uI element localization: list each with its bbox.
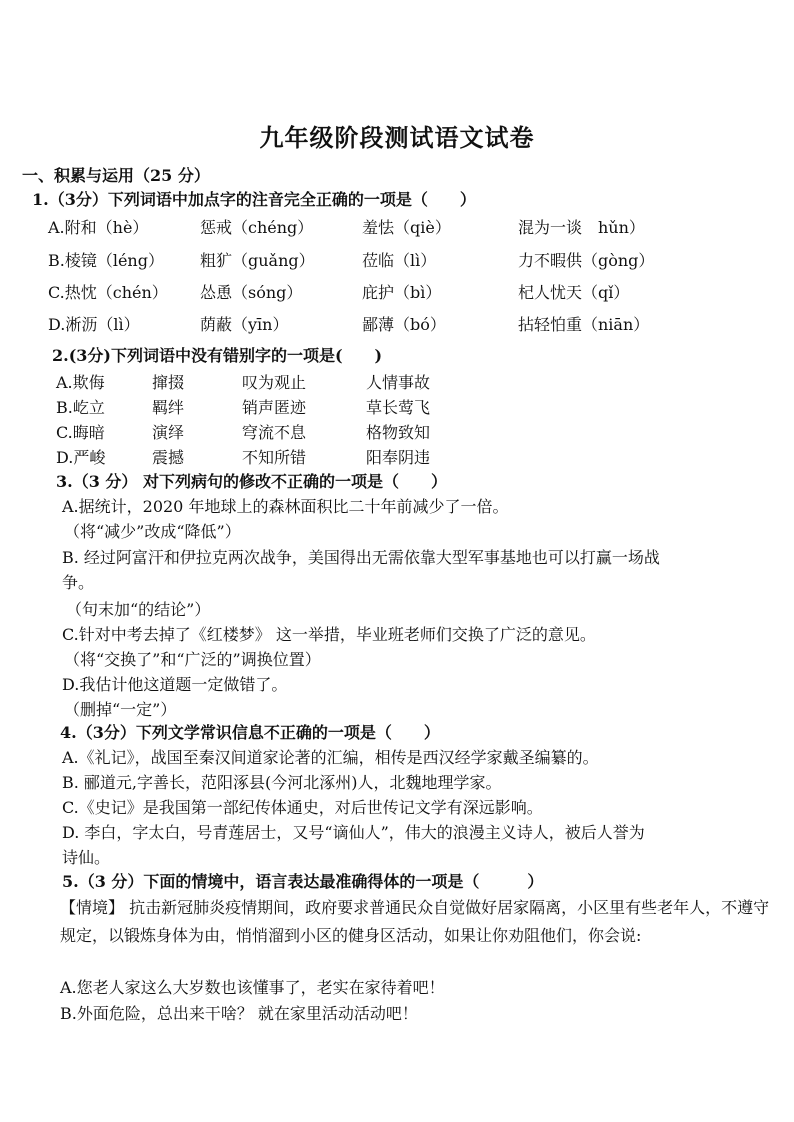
q3-option-a: A.据统计，2020 年地球上的森林面积比二十年前减少了一倍。 (62, 497, 509, 516)
q2-word: 不知所错 (242, 448, 307, 467)
question-3-stem: 3.（3 分） 对下列病句的修改不正确的一项是（ ） (56, 472, 447, 491)
q3-option-c: C.针对中考去掉了《红楼梦》 这一举措，毕业班老师们交换了广泛的意见。 (62, 625, 596, 644)
q2-word: 阳奉阴违 (366, 448, 431, 467)
question-2-stem: 2.(3分)下列词语中没有错别字的一项是( ) (52, 346, 383, 365)
q1-word: 鄙薄（bó） (362, 315, 446, 334)
q2-word: 格物致知 (366, 423, 431, 442)
q1-word: 粗犷（guǎng） (200, 251, 315, 270)
q3-option-d: D.我估计他这道题一定做错了。 (62, 675, 288, 694)
page-title: 九年级阶段测试语文试卷 (259, 123, 535, 152)
q1-word: 拈轻怕重（niān） (518, 315, 650, 334)
q1-word: 庇护（bì） (362, 283, 442, 302)
q4-option-c: C.《史记》是我国第一部纪传体通史，对后世传记文学有深远影响。 (62, 798, 543, 817)
q2-option: D.严峻 (56, 448, 106, 467)
q3-option-a-fix: （将“减少”改成“降低”） (64, 522, 241, 541)
q1-option: C.热忱（chén） (48, 283, 168, 302)
question-5-stem: 5.（3 分）下面的情境中，语言表达最准确得体的一项是（ ） (62, 872, 544, 891)
q1-word: 荫蔽（yīn） (200, 315, 289, 334)
question-1-stem: 1.（3分）下列词语中加点字的注音完全正确的一项是（ ） (32, 190, 476, 209)
q5-context: 【情境】 抗击新冠肺炎疫情期间，政府要求普通民众自觉做好居家隔离，小区里有些老年人，不遵守规定，以锻炼身体为由，悄悄溜到小区的健身区活动，如果让你劝阻他们，你会说: (60, 898, 770, 945)
q3-option-b-fix: （句末加“的结论”） (66, 600, 211, 619)
q4-option-a: A.《礼记》，战国至秦汉间道家论著的汇编，相传是西汉经学家戴圣编纂的。 (62, 748, 599, 767)
q1-word: 杞人忧天（qǐ） (518, 283, 630, 302)
question-4-stem: 4.（3分）下列文学常识信息不正确的一项是（ ） (60, 723, 440, 742)
q2-word: 穹流不息 (242, 423, 307, 442)
q2-word: 撺掇 (152, 373, 185, 392)
q4-option-d: D. 李白，字太白，号青莲居士，又号“谪仙人”，伟大的浪漫主义诗人，被后人誉为 (62, 823, 645, 842)
q4-option-b: B. 郦道元,字善长，范阳涿县(今河北涿州)人，北魏地理学家。 (62, 773, 502, 792)
q1-option: B.棱镜（léng） (48, 251, 164, 270)
q1-option: A.附和（hè） (48, 218, 149, 237)
q1-option: D.淅沥（lì） (48, 315, 140, 334)
q5-option-a: A.您老人家这么大岁数也该懂事了，老实在家待着吧！ (60, 978, 445, 997)
q2-word: 震撼 (152, 448, 185, 467)
q1-word: 力不暇供（gòng） (518, 251, 655, 270)
q2-option: C.晦暗 (56, 423, 105, 442)
q5-option-b: B.外面危险，总出来干啥？ 就在家里活动活动吧！ (60, 1004, 418, 1023)
q1-word: 惩戒（chéng） (200, 218, 314, 237)
q2-word: 人情事故 (366, 373, 431, 392)
q1-word: 怂恿（sóng） (200, 283, 303, 302)
section-heading: 一、积累与运用（25 分） (22, 166, 210, 185)
q2-option: A.欺侮 (56, 373, 105, 392)
q2-word: 演绎 (152, 423, 185, 442)
q4-option-d-cont: 诗仙。 (62, 848, 111, 867)
q3-option-d-fix: （删掉“一定”） (64, 700, 177, 719)
q2-word: 草长莺飞 (366, 398, 431, 417)
q2-word: 羁绊 (152, 398, 185, 417)
q2-option: B.屹立 (56, 398, 105, 417)
q2-word: 销声匿迹 (242, 398, 307, 417)
q3-option-b-cont: 争。 (62, 573, 95, 592)
q3-option-b: B. 经过阿富汗和伊拉克两次战争，美国得出无需依靠大型军事基地也可以打赢一场战 (62, 548, 660, 567)
q1-word: 莅临（lì） (362, 251, 437, 270)
q1-word: 混为一谈 hǔn） (518, 218, 645, 237)
q3-option-c-fix: （将“交换了”和“广泛的”调换位置） (64, 650, 321, 669)
q1-word: 羞怯（qiè） (362, 218, 451, 237)
q2-word: 叹为观止 (242, 373, 307, 392)
